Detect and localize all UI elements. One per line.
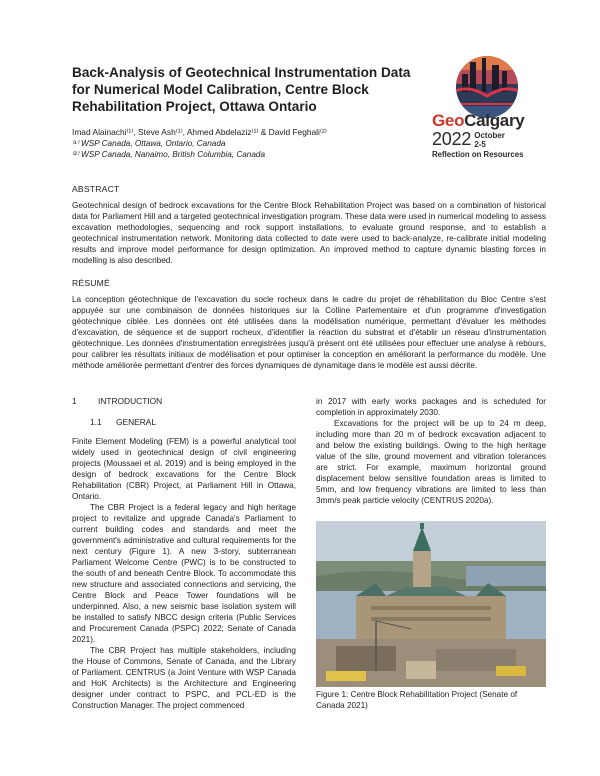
author-list: Imad Alainachi⁽¹⁾, Steve Ash⁽¹⁾, Ahmed Abdelaziz⁽¹⁾ & David Feghali⁽²⁾ bbox=[72, 127, 327, 137]
figure-caption: Figure 1: Centre Block Rehabilitation Project (Senate of Canada 2021) bbox=[316, 690, 518, 710]
paragraph: in 2017 with early works packages and is scheduled for completion in approximately 2030. bbox=[316, 397, 546, 417]
affiliation-2: ⁽²⁾ WSP Canada, Nanaimo, British Columbia, Canada bbox=[72, 150, 266, 159]
paragraph: The CBR Project has multiple stakeholders, including the House of Commons, Senate of Canada, and the Library of Parliament. CENTRUS (a Joint Venture with WSP Canada and HoK Architects) is the Architecture and Engineering designer under contract to PSPC, and PCL-ED is the Construction Manager. The project commenced bbox=[72, 646, 296, 710]
conference-logo bbox=[432, 112, 552, 159]
paper-title: Back-Analysis of Geotechnical Instrumentation Data for Numerical Model Calibration, Centre Block Rehabilitation Project, Ottawa Ontario bbox=[72, 65, 411, 114]
left-column bbox=[72, 436, 296, 711]
section-heading: 1 INTRODUCTION bbox=[72, 396, 163, 406]
abstract-text: Geotechnical design of bedrock excavations for the Centre Block Rehabilitation Project was based on a combination of historical data for Parliament Hill and a targeted geotechnical investigation program. These data were used in numerical modeling to assess excavation methodologies, sequencing and rock support installations, to evaluate ground response, and to establish a geotechnical instrumentation network. Monitoring data collected to date were used to back-analyze, re-calibrate initial modeling results and improve model performance for design optimization. An improved method to capture dynamic blasting forces in modelling is also described. bbox=[72, 201, 546, 265]
logo-name: GeoCalgary bbox=[432, 111, 525, 130]
paragraph: Finite Element Modeling (FEM) is a powerful analytical tool widely used in geotechnical design of civil engineering projects (Moussaei et al. 2019) and is being employed in the design of bedrock excavations for the Centre Block Rehabilitation (CBR) Project, at Parliament Hill in Ottawa, Ontario. bbox=[72, 437, 296, 501]
resume-text: La conception géotechnique de l'excavation du socle rocheux dans le cadre du projet de réhabilitation du Bloc Centre s'est appuyée sur une combinaison de données historiques sur la Colline Parlementaire et d'un programme d'investigation géotechnique ciblée. Les données ont été utilisées dans la modélisation numérique, permettant d'évaluer les méthodes d'excavation, de séquence et de support rocheux, d'identifier la réaction du substrat et d'établir un réseau d'instrumentation géotechnique. Les données d'instrumentation enregistrées jusqu'à présent ont été utilisées pour effectuer une analyse à rebours, pour calibrer les résultats initiaux de modélisation et pour optimiser la conception en améliorant la performance du modèle. Une méthode améliorée permettant d'entrer des forces dynamiques de dynamitage dans le modèle est aussi décrite. bbox=[72, 295, 546, 370]
resume-heading: RÉSUMÉ bbox=[72, 278, 110, 288]
subsection-heading: 1.1 GENERAL bbox=[90, 417, 157, 427]
affiliation-1: ⁽¹⁾ WSP Canada, Ottawa, Ontario, Canada bbox=[72, 139, 226, 148]
paragraph: The CBR Project is a federal legacy and high heritage project to revitalize and upgrade Canada's Parliament to current building codes and standards and meet the government's administrative and cultural requirements for the next century (Figure 1). A new 3-story, subterranean Parliament Welcome Centre (PWC) is to be constructed to the south of and beneath Centre Block. To accommodate this new structure and associated connections and servicing, the Centre Block and Peace Tower foundations will be underpinned. Also, a new seismic base isolation system will be installed to satisfy NBCC design criteria (Public Services and Procurement Canada (PSPC) 2022; Senate of Canada 2021). bbox=[72, 503, 296, 644]
paragraph: Excavations for the project will be up to 24 m deep, including more than 20 m of bedrock excavation adjacent to and below the existing buildings. Owing to the high heritage value of the site, ground movement and vibration tolerances are strict. For example, maximum horizontal ground displacement below sensitive foundation areas is limited to 5mm, and low frequency vibrations are limited to less than 3mm/s peak particle velocity (CENTRUS 2020a). bbox=[316, 419, 546, 505]
logo-year: 2022 bbox=[432, 129, 472, 149]
logo-month: October bbox=[474, 131, 505, 140]
parliament-photo bbox=[316, 521, 546, 687]
logo-tagline: Reflection on Resources bbox=[432, 150, 524, 159]
logo-days: 2-5 bbox=[474, 139, 486, 149]
abstract-heading: ABSTRACT bbox=[72, 184, 120, 194]
right-column bbox=[316, 396, 546, 506]
